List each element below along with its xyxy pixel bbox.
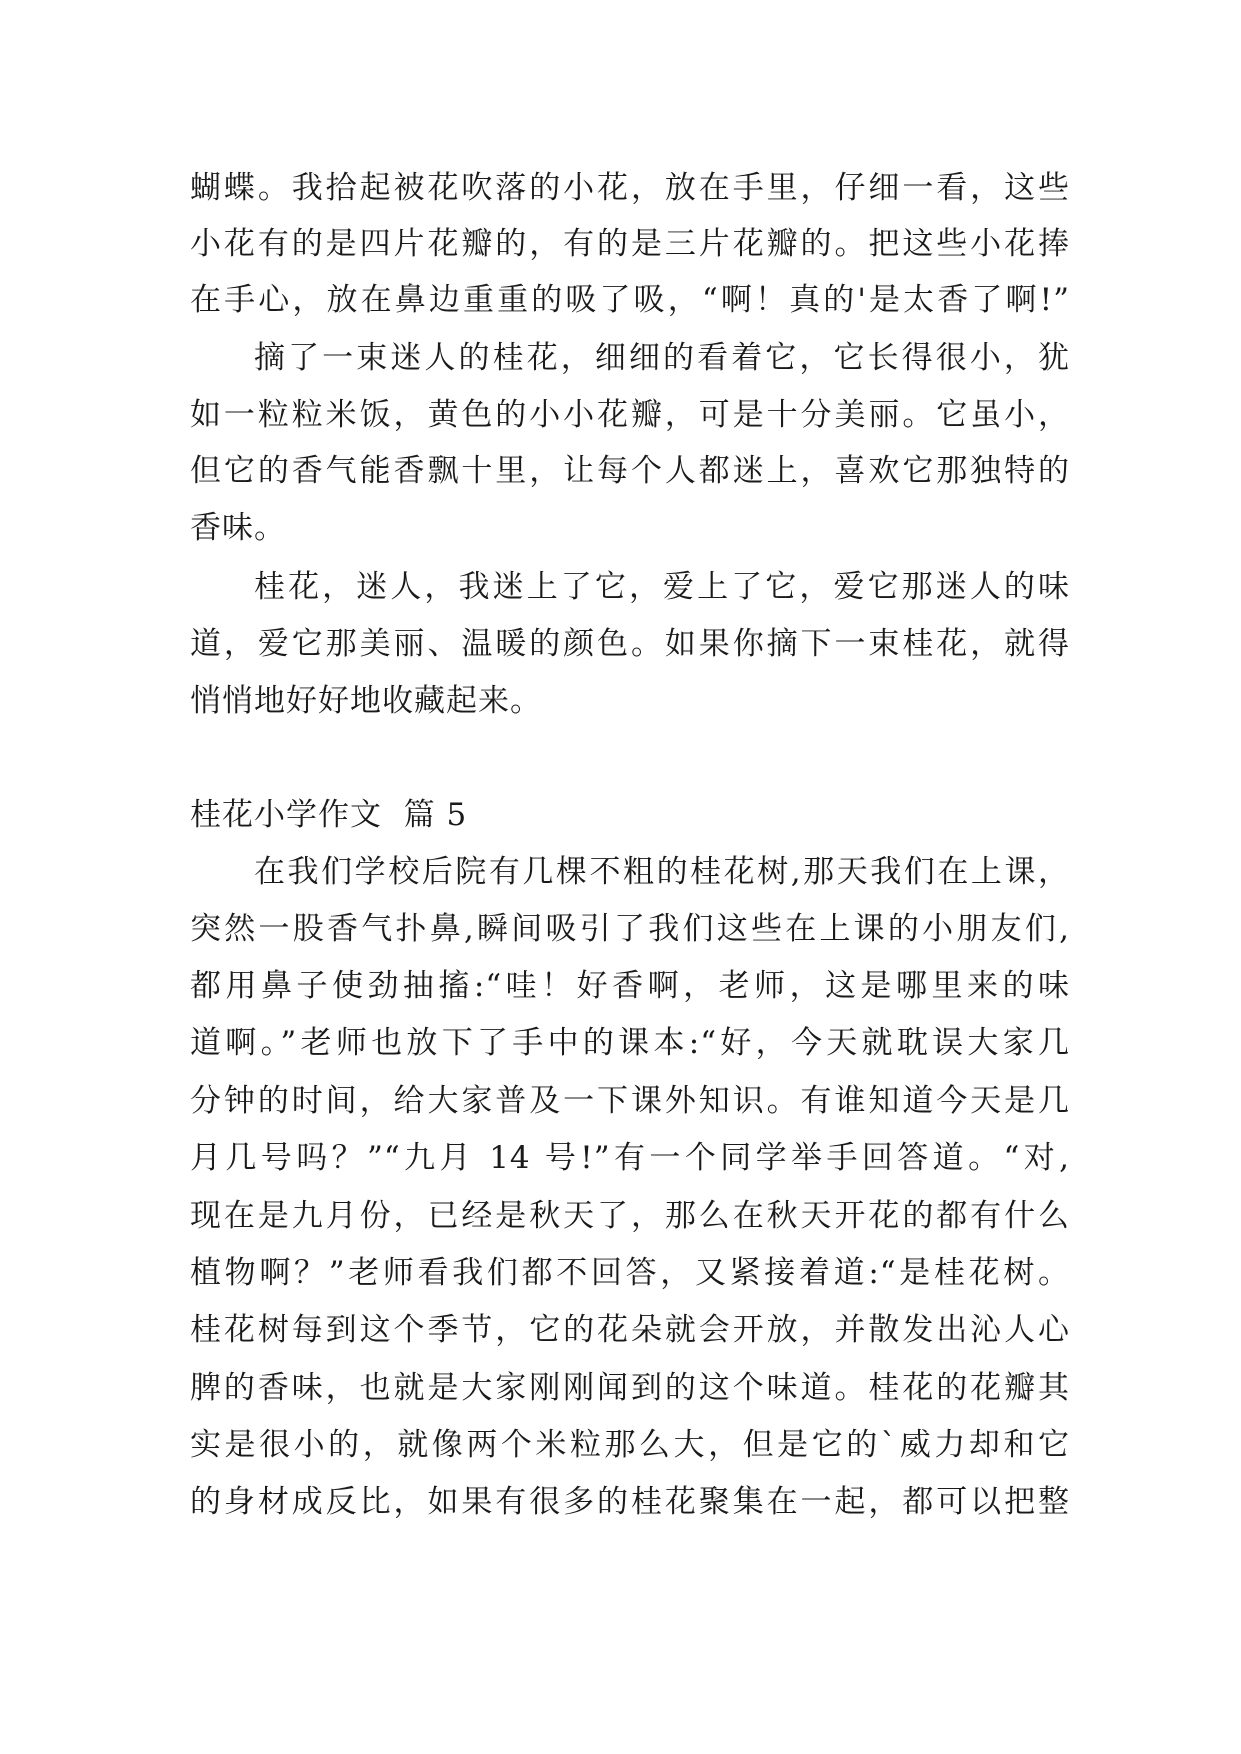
- paragraph-line: 悄悄地好好地收藏起来。: [190, 683, 542, 719]
- paragraph-line: 的身材成反比，如果有很多的桂花聚集在一起，都可以把整: [190, 1484, 1070, 1520]
- section-heading: 桂花小学作文 篇 5: [190, 797, 468, 833]
- paragraph-line: 小花有的是四片花瓣的，有的是三片花瓣的。把这些小花捧: [190, 226, 1070, 262]
- paragraph-line: 在手心，放在鼻边重重的吸了吸，“啊！真的'是太香了啊!”: [190, 282, 1070, 318]
- paragraph-line: 植物啊？”老师看我们都不回答，又紧接着道:“是桂花树。: [190, 1255, 1070, 1291]
- paragraph-line: 月几号吗？”“九月 14 号!”有一个同学举手回答道。“对,: [190, 1140, 1070, 1176]
- paragraph-line: 桂花树每到这个季节，它的花朵就会开放，并散发出沁人心: [190, 1312, 1070, 1348]
- paragraph-line: 桂花，迷人，我迷上了它，爱上了它，爱它那迷人的味: [254, 569, 1070, 605]
- paragraph-line: 但它的香气能香飘十里，让每个人都迷上，喜欢它那独特的: [190, 453, 1070, 489]
- paragraph-line: 脾的香味，也就是大家刚刚闻到的这个味道。桂花的花瓣其: [190, 1370, 1070, 1406]
- paragraph-line: 摘了一束迷人的桂花，细细的看着它，它长得很小，犹: [254, 340, 1070, 376]
- paragraph-line: 道啊。”老师也放下了手中的课本:“好，今天就耽误大家几: [190, 1025, 1070, 1061]
- paragraph-line: 实是很小的，就像两个米粒那么大，但是它的`威力却和它: [190, 1427, 1070, 1463]
- paragraph-line: 突然一股香气扑鼻,瞬间吸引了我们这些在上课的小朋友们,: [190, 911, 1070, 947]
- paragraph-line: 都用鼻子使劲抽搐:“哇！好香啊，老师，这是哪里来的味: [190, 968, 1070, 1004]
- paragraph-line: 香味。: [190, 510, 286, 546]
- paragraph-line: 在我们学校后院有几棵不粗的桂花树,那天我们在上课，: [254, 854, 1070, 890]
- paragraph-line: 分钟的时间，给大家普及一下课外知识。有谁知道今天是几: [190, 1083, 1070, 1119]
- paragraph-line: 如一粒粒米饭，黄色的小小花瓣，可是十分美丽。它虽小，: [190, 397, 1070, 433]
- paragraph-line: 蝴蝶。我拾起被花吹落的小花，放在手里，仔细一看，这些: [190, 170, 1070, 206]
- paragraph-line: 道，爱它那美丽、温暖的颜色。如果你摘下一束桂花，就得: [190, 626, 1070, 662]
- paragraph-line: 现在是九月份，已经是秋天了，那么在秋天开花的都有什么: [190, 1198, 1070, 1234]
